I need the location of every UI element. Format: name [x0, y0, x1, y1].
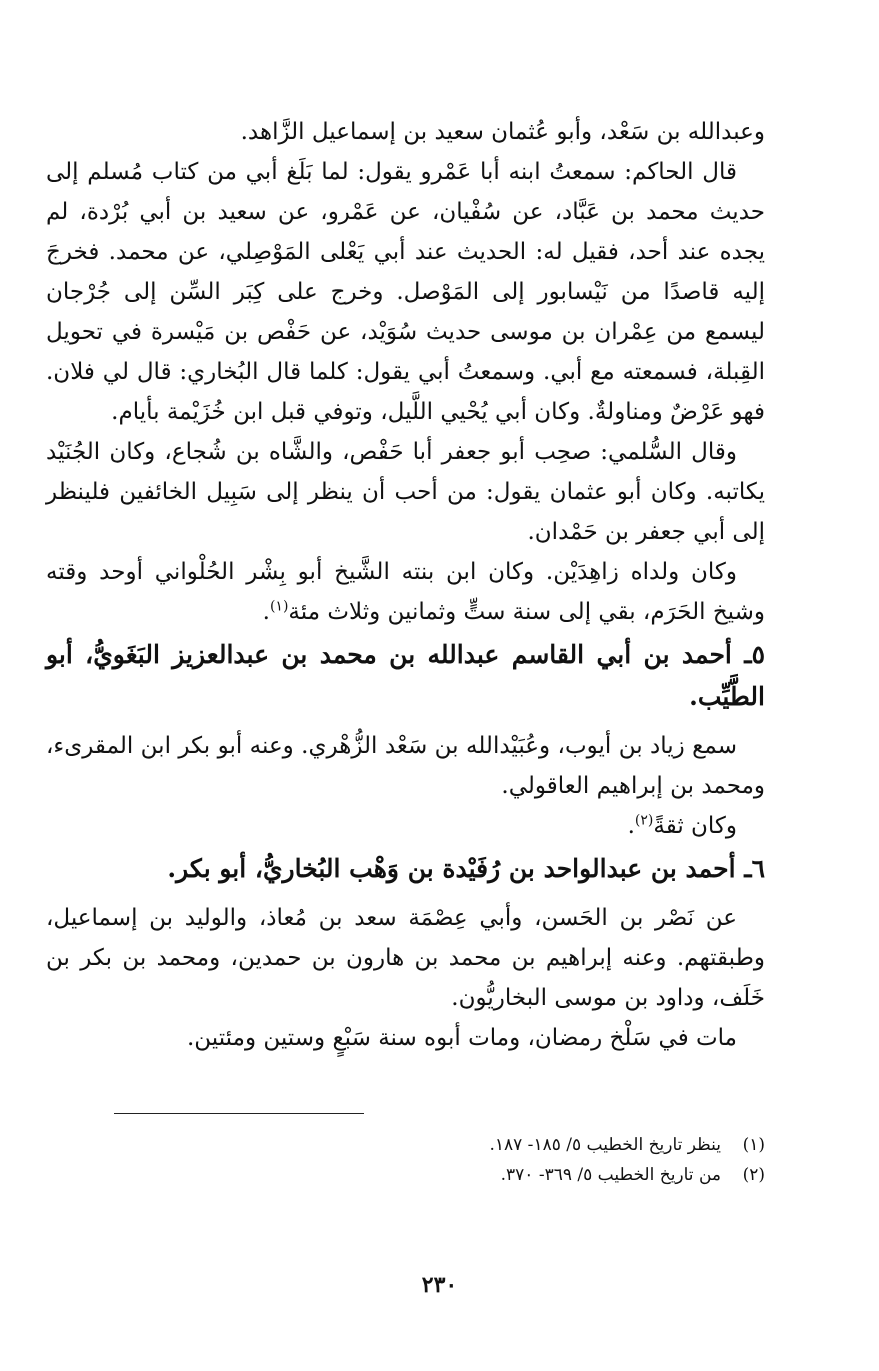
paragraph-7: عن نَصْر بن الحَسن، وأبي عِصْمَة سعد بن مُعاذ، والوليد بن إسماعيل، وطبقتهم. وعنه إبراهيم بن محمد بن هارون بن حمدين، ومحمد بن بكر بن خَلَف، وداود بن موسى البخاريُّون. — [46, 905, 765, 1011]
paragraph-6: وكان ثقةً$^{(٢)}$. — [627, 812, 737, 839]
page-number: ٢٣٠ — [421, 1272, 458, 1298]
footnote-text: ينظر تاريخ الخطيب ٥/ ١٨٥- ١٨٧. — [489, 1135, 721, 1155]
entry-5-heading: ٥ـ أحمد بن أبي القاسم عبدالله بن محمد بن عبدالعزيز البَغَويُّ، أبو الطَّيِّب. — [46, 640, 765, 711]
footnote-ref-2[interactable]: (٢) — [634, 812, 654, 829]
main-text — [46, 112, 765, 1058]
footnote-divider — [114, 1113, 364, 1114]
paragraph-2: قال الحاكم: سمعتُ ابنه أبا عَمْرو يقول: لما بَلَغ أبي من كتاب مُسلم إلى حديث محمد بن عَبَّاد، عن سُفْيان، عن عَمْرو، عن سعيد بن أبي بُرْدة، لم يجده عند أحد، فقيل له: الحديث عند أبي يَعْلى المَوْصِلي، عن محمد. فخرجَ إليه قاصدًا من نَيْسابور إلى المَوْصل. وخرج على كِبَر السِّن إلى جُرْجان ليسمع من عِمْران بن موسى حديث سُوَيْد، عن حَفْص بن مَيْسرة في تحويل القِبلة، فسمعته مع أبي. وسمعتُ أبي يقول: كلما قال البُخاري: قال لي فلان. فهو عَرْضٌ ومناولةٌ. وكان أبي يُحْيي اللَّيل، وتوفي قبل ابن خُزَيْمة بأيام. — [46, 159, 765, 425]
paragraph-4: وكان ولداه زاهِدَيْن. وكان ابن بنته الشَّيخ أبو بِشْر الحُلْواني أوحد وقته وشيخ الحَرَم، بقي إلى سنة ستٍّ وثمانين وثلاث مئة$^{(١)}$. — [46, 559, 765, 625]
footnote-number: (٢) — [742, 1165, 765, 1185]
footnote-number: (١) — [742, 1135, 765, 1155]
paragraph-8: مات في سَلْخ رمضان، ومات أبوه سنة سَبْعٍ وستين ومئتين. — [186, 1025, 737, 1051]
footnote-1 — [46, 1130, 765, 1160]
paragraph-1: وعبدالله بن سَعْد، وأبو عُثمان سعيد بن إسماعيل الزَّاهد. — [240, 119, 765, 145]
paragraph-3: وقال السُّلمي: صحِب أبو جعفر أبا حَفْص، والشَّاه بن شُجاع، وكان الجُنَيْد يكاتبه. وكان أبو عثمان يقول: من أحب أن ينظر إلى سَبِيل الخائفين فلينظر إلى أبي جعفر بن حَمْدان. — [46, 439, 765, 545]
paragraph-5: سمع زياد بن أيوب، وعُبَيْدالله بن سَعْد الزُّهْري. وعنه أبو بكر ابن المقرىء، ومحمد بن إبراهيم العاقولي. — [46, 733, 765, 799]
footnotes — [46, 1130, 765, 1190]
footnote-2 — [46, 1160, 765, 1190]
footnote-text: من تاريخ الخطيب ٥/ ٣٦٩- ٣٧٠. — [500, 1165, 721, 1185]
entry-6-heading: ٦ـ أحمد بن عبدالواحد بن رُفَيْدة بن وَهْب البُخاريُّ، أبو بكر. — [167, 854, 765, 883]
footnote-ref-1[interactable]: (١) — [269, 598, 289, 615]
